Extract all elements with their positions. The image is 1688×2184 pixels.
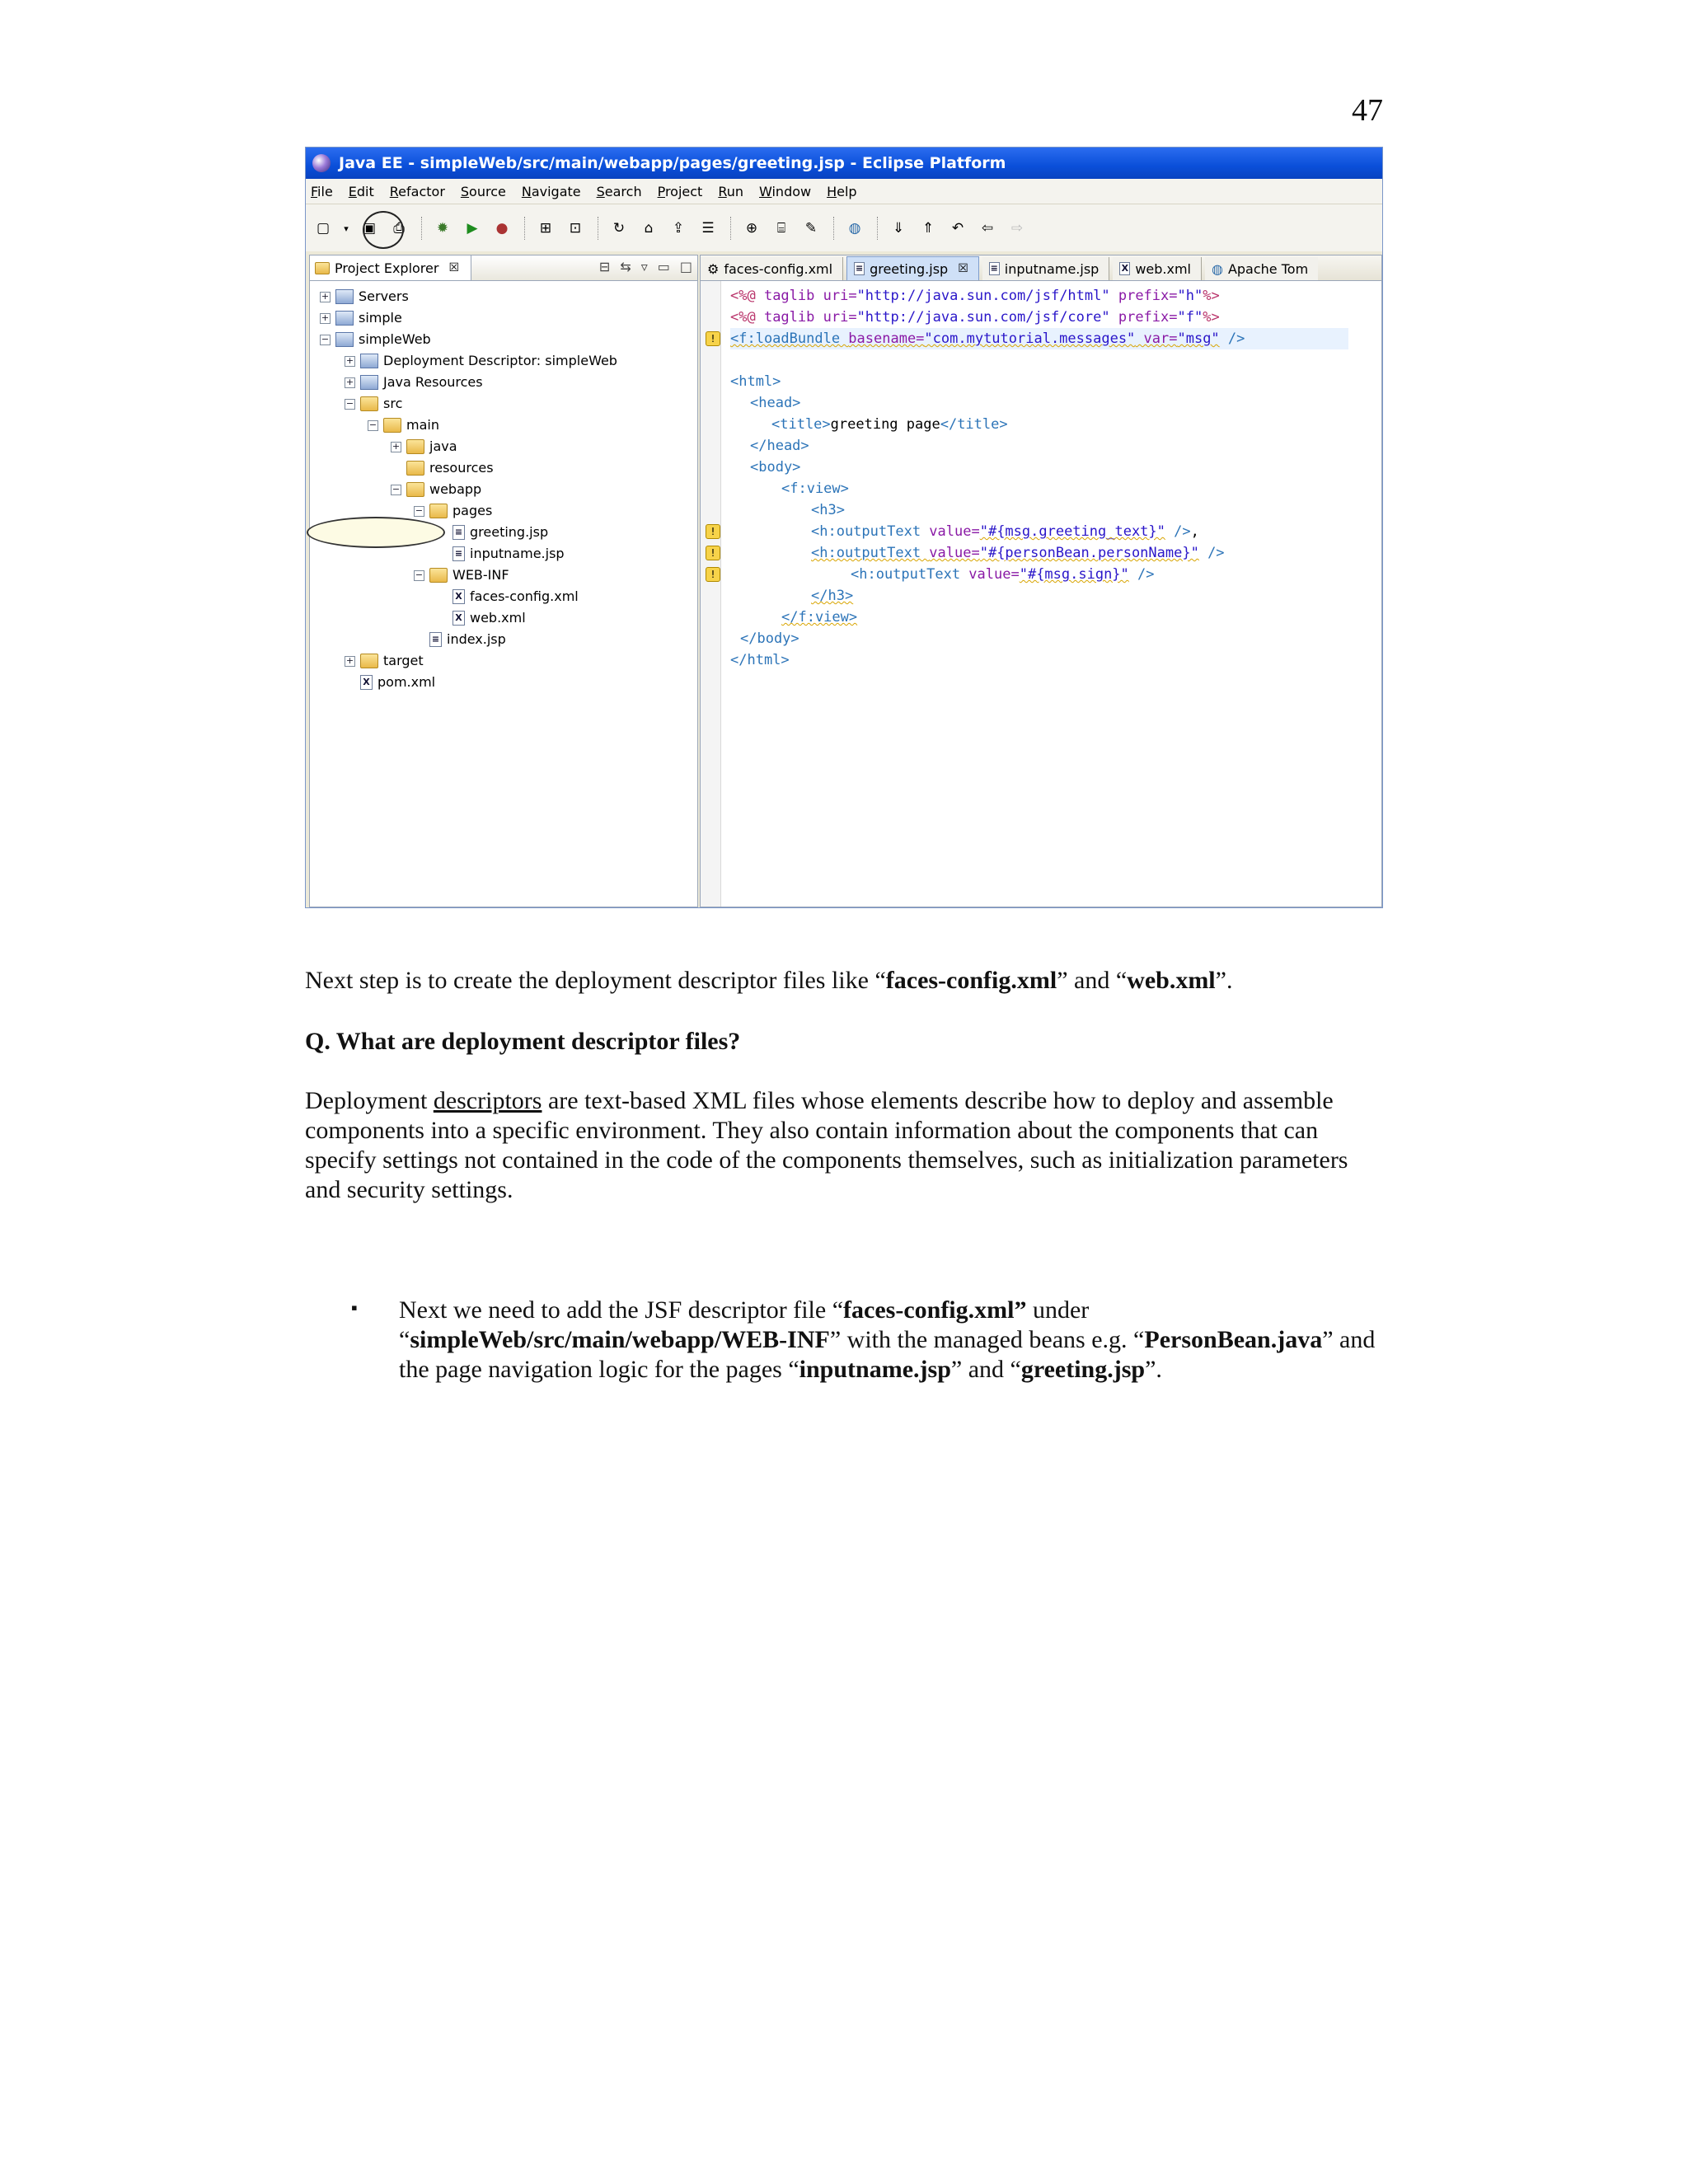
tree-item-pom-xml[interactable] <box>310 672 697 693</box>
tab-label: faces-config.xml <box>724 260 833 277</box>
xml-file-icon: X <box>452 611 465 626</box>
faces-config-icon: ⚙ <box>707 260 720 277</box>
code-line: </h3> <box>811 588 854 604</box>
answer-paragraph: Deployment descriptors are text-based XML files whose elements describe how to deploy and assemble components into a specific environment. They also contain information about the components that can specify settings not contained in the code of the components themselves, such as initialization parameters and security settings. <box>305 1087 1348 1203</box>
code-line: <body> <box>750 459 801 476</box>
tree-label: java <box>429 438 457 454</box>
tree-item-index-jsp[interactable] <box>310 629 697 650</box>
tree-spacer <box>437 613 448 624</box>
tree-item-inputname-jsp[interactable] <box>310 543 697 565</box>
xml-file-icon: X <box>1119 262 1130 275</box>
project-explorer-tab-bar <box>310 255 697 281</box>
tree-label: simpleWeb <box>359 331 431 347</box>
folder-icon <box>429 504 448 518</box>
folder-icon <box>406 439 424 454</box>
tab-label: Apache Tom <box>1227 260 1309 277</box>
code-line: </head> <box>750 438 809 454</box>
annotation-ruler <box>701 281 721 907</box>
code-line-current: ! <f:loadBundle basename="com.mytutorial.messages" var="msg" /> <box>730 328 1348 349</box>
minimize-icon[interactable]: ▭ <box>657 259 670 274</box>
toolbar-separator <box>598 217 600 240</box>
menu-project[interactable]: Project <box>657 183 703 199</box>
tree-item-servers[interactable] <box>310 286 697 307</box>
tree-item-web-inf[interactable] <box>310 565 697 586</box>
expand-icon[interactable]: + <box>345 376 354 387</box>
dropdown-arrow-icon[interactable]: ▾ <box>344 223 349 234</box>
view-controls <box>599 259 692 274</box>
menu-refactor[interactable]: Refactor <box>389 183 445 199</box>
folder-icon <box>406 461 424 476</box>
refresh-icon[interactable]: ↻ <box>612 220 626 237</box>
menu-help[interactable]: Help <box>827 183 857 199</box>
tree-label: src <box>383 396 403 411</box>
tree-label: webapp <box>429 481 482 497</box>
warning-icon: ! <box>706 546 720 560</box>
code-line: </body> <box>740 630 799 647</box>
code-line-blank <box>730 349 1348 371</box>
question-heading: Q. What are deployment descriptor files? <box>305 1028 741 1055</box>
project-explorer-icon <box>315 262 330 274</box>
code-line: <title>greeting page</title> <box>771 416 1008 433</box>
code-line: <h3> <box>811 502 845 518</box>
folder-icon <box>406 482 424 497</box>
menu-search[interactable]: Search <box>596 183 642 199</box>
tree-label: resources <box>429 460 494 476</box>
tree-item-src[interactable] <box>310 393 697 415</box>
code-line: </html> <box>730 652 790 668</box>
tree-item-webapp[interactable] <box>310 479 697 500</box>
folder-icon <box>429 568 448 583</box>
tab-inputname-jsp[interactable] <box>982 257 1110 280</box>
toolbar-separator <box>421 217 424 240</box>
folder-icon <box>383 418 401 433</box>
collapse-icon[interactable]: − <box>415 569 424 580</box>
tree-label: simple <box>359 310 402 326</box>
expand-icon[interactable]: + <box>321 290 330 302</box>
debug-icon[interactable]: ✹ <box>436 220 449 237</box>
last-edit-icon[interactable]: ↶ <box>951 220 964 237</box>
editor-tab-bar <box>701 255 1381 281</box>
tab-greeting-jsp[interactable] <box>846 256 979 280</box>
bullet-paragraph: Next we need to add the JSF descriptor file “faces-config.xml” under “simpleWeb/src/main/webapp/WEB-INF” with the managed beans e.g. “PersonBean.java” and the page navigation logic for the pages “inputname.jsp” and “greeting.jsp”. <box>399 1296 1376 1383</box>
document-icon[interactable]: ☰ <box>701 220 715 237</box>
folder-icon <box>335 289 354 304</box>
globe-icon[interactable]: ◍ <box>848 220 861 237</box>
menu-run[interactable]: Run <box>718 183 744 199</box>
project-tree <box>310 281 697 693</box>
jsp-file-icon: ≡ <box>429 632 442 647</box>
tree-item-deployment-descriptor[interactable] <box>310 350 697 372</box>
code-line: <f:view> <box>781 480 849 497</box>
collapse-icon[interactable]: − <box>415 504 424 516</box>
tab-project-explorer[interactable] <box>310 255 471 280</box>
descriptors-link[interactable]: descriptors <box>433 1087 542 1114</box>
menu-source[interactable]: Source <box>460 183 506 199</box>
open-type-icon[interactable]: ⊕ <box>745 220 758 237</box>
tree-item-greeting-jsp[interactable] <box>310 522 697 543</box>
tree-item-simple[interactable] <box>310 307 697 329</box>
server-globe-icon: ◍ <box>1211 260 1223 277</box>
code-line: ! <h:outputText value="#{msg.greeting_text}" />, <box>730 521 1348 542</box>
collapse-icon[interactable]: − <box>392 483 401 494</box>
bullet-icon: ▪ <box>351 1297 358 1318</box>
close-icon[interactable]: ☒ <box>958 262 968 275</box>
tree-label: index.jsp <box>447 631 506 647</box>
tree-label: faces-config.xml <box>470 588 579 604</box>
tree-item-simpleweb[interactable] <box>310 329 697 350</box>
tree-spacer <box>414 635 424 645</box>
run-icon[interactable]: ▶ <box>467 220 478 237</box>
collapse-icon[interactable]: − <box>345 397 354 409</box>
tab-label: greeting.jsp <box>870 260 949 277</box>
jsp-file-icon: ≡ <box>855 263 864 274</box>
code-line: ! <h:outputText value="#{personBean.personName}" /> <box>730 542 1348 564</box>
eclipse-screenshot <box>305 147 1383 908</box>
code-line: ! <h:outputText value="#{msg.sign}" /> <box>730 564 1348 585</box>
menu-file[interactable]: File <box>311 183 333 199</box>
tree-item-java-resources[interactable] <box>310 372 697 393</box>
tree-item-main[interactable] <box>310 415 697 436</box>
tree-spacer <box>437 549 448 560</box>
xml-file-icon: X <box>360 675 373 690</box>
code-line: <%@ taglib uri="http://java.sun.com/jsf/html" prefix="h"%> <box>730 288 1220 304</box>
tree-item-resources[interactable] <box>310 457 697 479</box>
menu-navigate[interactable]: Navigate <box>521 183 581 199</box>
code-line: <%@ taglib uri="http://java.sun.com/jsf/core" prefix="f"%> <box>730 309 1220 326</box>
tab-apache-tomcat[interactable] <box>1205 257 1318 280</box>
collapse-icon[interactable]: − <box>368 419 377 430</box>
menu-bar <box>306 179 1382 204</box>
tab-label: inputname.jsp <box>1004 260 1100 277</box>
toolbar-separator <box>877 217 879 240</box>
tree-item-target[interactable] <box>310 650 697 672</box>
tree-label: target <box>383 653 424 668</box>
intro-paragraph: Next step is to create the deployment descriptor files like “faces-config.xml” and “web.xml”. <box>305 967 1233 994</box>
tree-label: web.xml <box>470 610 526 626</box>
link-with-editor-icon[interactable]: ⇆ <box>620 259 631 274</box>
warning-icon: ! <box>706 331 720 346</box>
forward-icon[interactable]: ⇨ <box>1010 220 1024 237</box>
tree-label: inputname.jsp <box>470 546 565 561</box>
menu-edit[interactable]: Edit <box>348 183 374 199</box>
tree-label: greeting.jsp <box>470 524 549 540</box>
collapse-icon[interactable]: − <box>321 333 330 344</box>
workbench-area <box>306 251 1382 907</box>
toolbar-separator <box>833 217 836 240</box>
warning-icon: ! <box>706 524 720 539</box>
collapse-all-icon[interactable]: ⊟ <box>598 259 611 274</box>
tree-label: pom.xml <box>377 674 436 690</box>
tree-item-java[interactable] <box>310 436 697 457</box>
menu-window[interactable]: Window <box>759 183 812 199</box>
code-line: <head> <box>750 395 801 411</box>
view-menu-icon[interactable]: ▿ <box>640 259 648 274</box>
tree-spacer <box>345 677 355 688</box>
tab-faces-config[interactable] <box>701 257 843 280</box>
open-folder-icon[interactable]: ⌸ <box>776 220 786 237</box>
expand-icon[interactable]: + <box>345 354 354 366</box>
expand-icon[interactable]: + <box>345 654 354 666</box>
code-line: </f:view> <box>781 609 858 626</box>
eclipse-logo-icon <box>312 154 331 172</box>
jsp-file-icon: ≡ <box>452 546 465 561</box>
jsp-file-icon: ≡ <box>990 263 998 274</box>
expand-icon[interactable]: + <box>321 312 330 323</box>
folder-icon <box>360 654 378 668</box>
tree-spacer <box>391 463 401 474</box>
tab-label: Project Explorer <box>335 260 439 276</box>
main-toolbar <box>306 204 1382 253</box>
back-icon[interactable]: ⇦ <box>981 220 994 237</box>
descriptor-icon <box>360 354 378 368</box>
editor-area <box>700 255 1382 907</box>
new-icon[interactable]: ▢ <box>316 220 331 237</box>
tree-label: pages <box>452 503 493 518</box>
tree-label: Servers <box>359 288 409 304</box>
window-title: Java EE - simpleWeb/src/main/webapp/pages/greeting.jsp - Eclipse Platform <box>339 154 1006 172</box>
print-icon[interactable]: ⎙ <box>393 220 405 237</box>
java-resources-icon <box>360 375 378 390</box>
brush-icon[interactable]: ✎ <box>804 220 818 237</box>
page-number: 47 <box>1352 93 1383 128</box>
prev-annotation-icon[interactable]: ⇑ <box>921 220 935 237</box>
window-titlebar <box>306 148 1382 179</box>
folder-icon <box>360 396 378 411</box>
close-icon[interactable]: ☒ <box>448 261 460 274</box>
next-annotation-icon[interactable]: ⇓ <box>892 220 905 237</box>
tree-label: Java Resources <box>383 374 483 390</box>
deploy-icon[interactable]: ⇪ <box>672 220 685 237</box>
toolbar-separator <box>524 217 527 240</box>
tab-label: web.xml <box>1135 260 1191 277</box>
maximize-icon[interactable]: □ <box>679 259 692 274</box>
tree-label: main <box>406 417 439 433</box>
tab-web-xml[interactable] <box>1113 257 1202 280</box>
warning-icon: ! <box>706 567 720 582</box>
tree-label: Deployment Descriptor: simpleWeb <box>383 353 617 368</box>
xml-file-icon: X <box>452 589 465 604</box>
server-icon[interactable]: ⌂ <box>644 220 654 237</box>
save-highlight-circle <box>363 211 404 249</box>
project-icon <box>335 311 354 326</box>
external-tools-icon[interactable]: ● <box>495 220 509 237</box>
code-line: <html> <box>730 373 781 390</box>
project-explorer-view <box>309 255 698 907</box>
toolbar-separator <box>730 217 733 240</box>
tree-spacer <box>437 592 448 602</box>
new-project-icon[interactable]: ⊞ <box>539 220 552 237</box>
tree-item-web-xml[interactable] <box>310 607 697 629</box>
tree-item-faces-config[interactable] <box>310 586 697 607</box>
save-icon[interactable]: ▣ <box>362 220 377 237</box>
expand-icon[interactable]: + <box>392 440 401 452</box>
web-project-icon <box>335 332 354 347</box>
new-package-icon[interactable]: ⊡ <box>569 220 582 237</box>
jsp-file-icon: ≡ <box>452 525 465 540</box>
tree-label: WEB-INF <box>452 567 509 583</box>
code-editor[interactable] <box>710 285 1348 671</box>
